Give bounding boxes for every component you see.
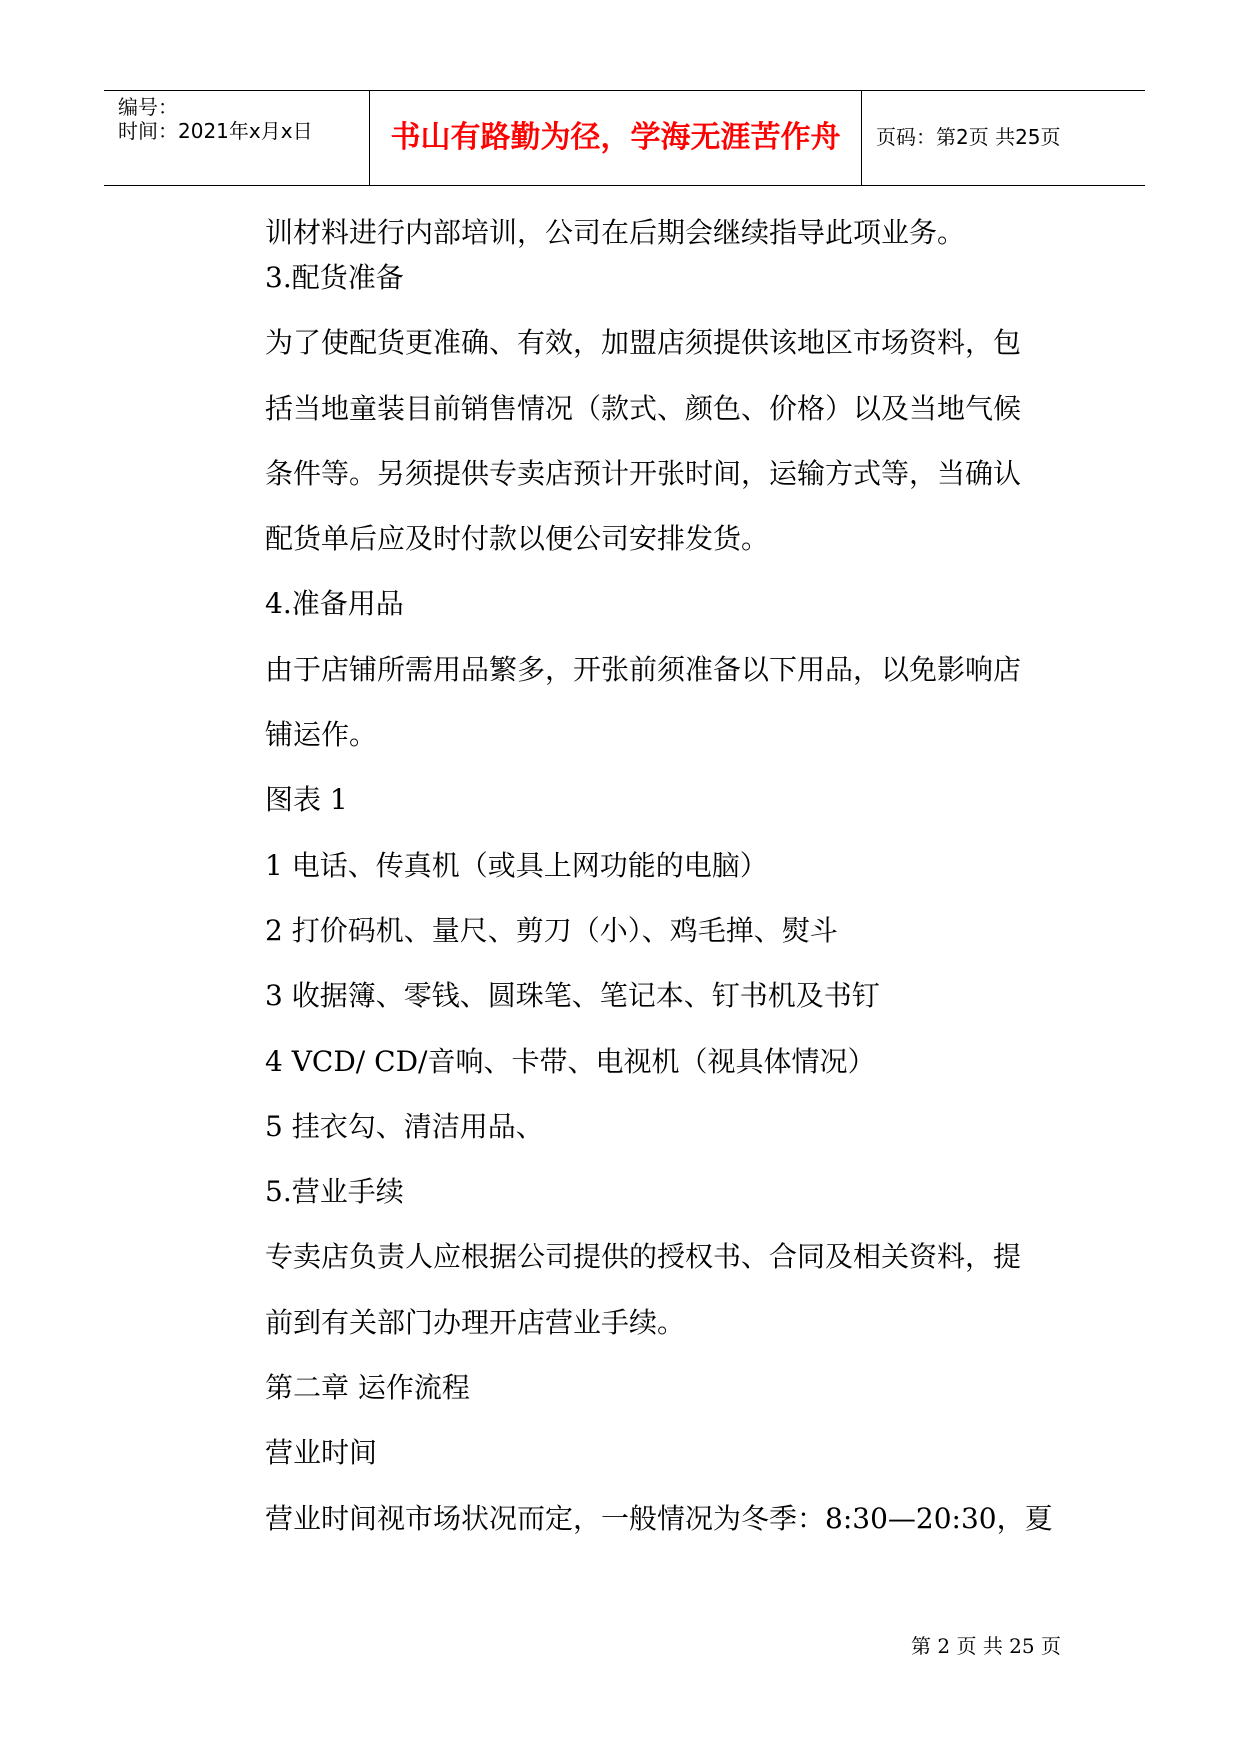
serial-number-label: 编号： xyxy=(118,95,178,119)
header-motto-cell xyxy=(370,91,862,185)
text-line: 条件等。另须提供专卖店预计开张时间，运输方式等，当确认 xyxy=(265,456,1022,490)
time-label: 时间：2021年x月x日 xyxy=(118,119,313,143)
text-line: 专卖店负责人应根据公司提供的授权书、合同及相关资料，提 xyxy=(265,1240,1022,1274)
text-line: 括当地童装目前销售情况（款式、颜色、价格）以及当地气候 xyxy=(265,391,1022,425)
list-item: 3 收据簿、零钱、圆珠笔、笔记本、钉书机及书钉 xyxy=(265,979,880,1013)
figure-caption: 图表 1 xyxy=(265,783,348,817)
section-heading-stock-prep: 3.配货准备 xyxy=(265,261,404,294)
text-line: 配货单后应及时付款以便公司安排发货。 xyxy=(265,522,770,556)
section-heading-business-hours: 营业时间 xyxy=(265,1436,378,1470)
header-info-cell xyxy=(104,91,370,185)
header-page-code: 页码：第2页 共25页 xyxy=(876,125,1061,149)
chapter-heading: 第二章 运作流程 xyxy=(265,1371,470,1405)
text-line: 为了使配货更准确、有效，加盟店须提供该地区市场资料，包 xyxy=(265,326,1022,360)
list-item: 4 VCD/ CD/音响、卡带、电视机（视具体情况） xyxy=(265,1044,876,1078)
page-header xyxy=(104,90,1145,186)
list-item: 1 电话、传真机（或具上网功能的电脑） xyxy=(265,848,768,882)
section-heading-supplies: 4.准备用品 xyxy=(265,587,404,621)
text-line: 训材料进行内部培训，公司在后期会继续指导此项业务。 xyxy=(265,216,966,249)
header-page-cell xyxy=(862,91,1145,185)
text-line: 铺运作。 xyxy=(265,718,378,752)
section-heading-business-procedures: 5.营业手续 xyxy=(265,1175,404,1209)
header-motto: 书山有路勤为径，学海无涯苦作舟 xyxy=(390,120,841,155)
body-text xyxy=(265,216,1065,1551)
list-item: 5 挂衣勾、清洁用品、 xyxy=(265,1109,544,1143)
text-line: 由于店铺所需用品繁多，开张前须准备以下用品，以免影响店 xyxy=(265,652,1022,686)
list-item: 2 打价码机、量尺、剪刀（小）、鸡毛掸、熨斗 xyxy=(265,913,838,947)
page-footer-number: 第 2 页 共 25 页 xyxy=(911,1634,1061,1658)
text-line: 营业时间视市场状况而定，一般情况为冬季：8:30—20:30，夏 xyxy=(265,1501,1053,1535)
text-line: 前到有关部门办理开店营业手续。 xyxy=(265,1305,686,1339)
